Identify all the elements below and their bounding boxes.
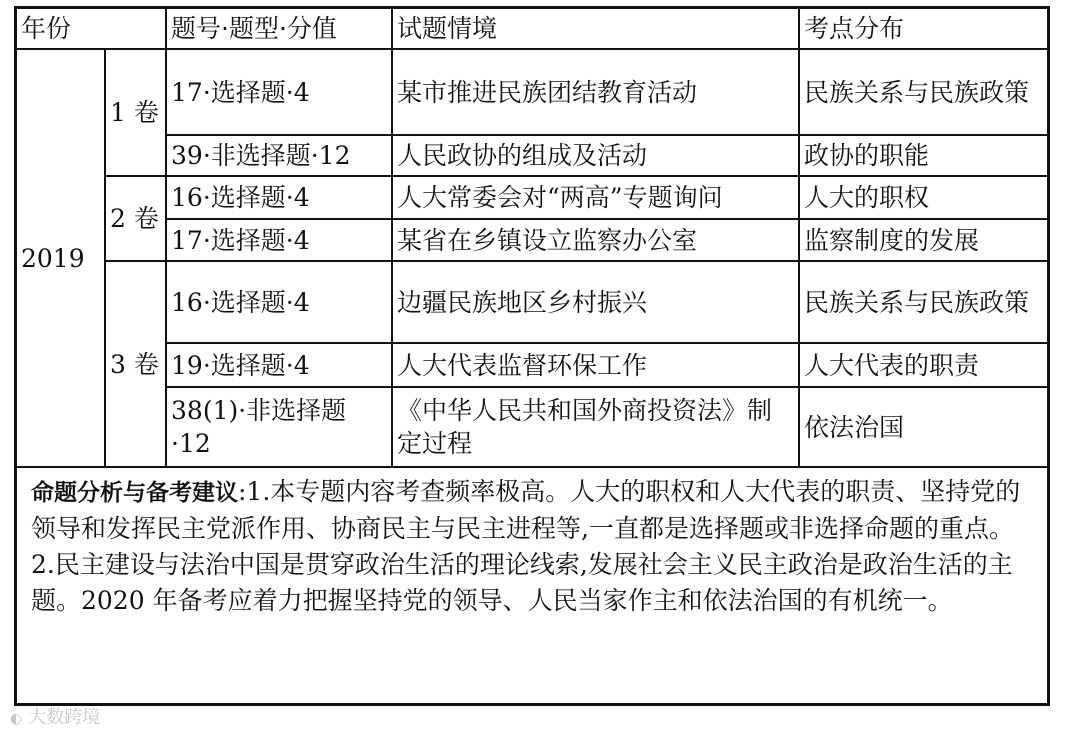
- table-row: [17, 176, 1047, 219]
- table-row: [17, 343, 1047, 387]
- topic-cell: 人大代表的职责: [799, 343, 1047, 387]
- watermark: [10, 703, 100, 729]
- analysis-label: 命题分析与备考建议: [31, 480, 238, 506]
- question-cell: 17·选择题·4: [166, 219, 392, 261]
- context-cell: 人大常委会对“两高”专题询问: [392, 176, 799, 219]
- table-row: [17, 387, 1047, 467]
- year-cell: 2019: [17, 49, 105, 467]
- question-cell: 19·选择题·4: [166, 343, 392, 387]
- context-cell: 《中华人民共和国外商投资法》制定过程: [392, 387, 799, 467]
- header-question: 题号·题型·分值: [166, 9, 392, 49]
- topic-cell: 依法治国: [799, 387, 1047, 467]
- paper-label: 2 卷: [105, 176, 166, 261]
- header-year: 年份: [17, 9, 166, 49]
- context-cell: 某省在乡镇设立监察办公室: [392, 219, 799, 261]
- table-row: [17, 261, 1047, 343]
- paper-label: 3 卷: [105, 261, 166, 467]
- header-context: 试题情境: [392, 9, 799, 49]
- table-row: [17, 219, 1047, 261]
- table-header-row: [17, 9, 1047, 49]
- exam-table: [17, 9, 1047, 468]
- analysis-block: [17, 468, 1047, 619]
- context-cell: 人大代表监督环保工作: [392, 343, 799, 387]
- topic-cell: 人大的职权: [799, 176, 1047, 219]
- question-cell: 16·选择题·4: [166, 176, 392, 219]
- question-cell: 38(1)·非选择题·12: [166, 387, 392, 467]
- topic-cell: 监察制度的发展: [799, 219, 1047, 261]
- topic-cell: 民族关系与民族政策: [799, 49, 1047, 135]
- context-cell: 人民政协的组成及活动: [392, 135, 799, 176]
- context-cell: 某市推进民族团结教育活动: [392, 49, 799, 135]
- analysis-paragraph-2: 2.民主建设与法治中国是贯穿政治生活的理论线索,发展社会主义民主政治是政治生活的主题。2020 年备考应着力把握坚持党的领导、人民当家作主和依法治国的有机统一。: [31, 550, 1013, 615]
- topic-cell: 政协的职能: [799, 135, 1047, 176]
- table-row: [17, 49, 1047, 135]
- question-cell: 39·非选择题·12: [166, 135, 392, 176]
- question-cell: 16·选择题·4: [166, 261, 392, 343]
- watermark-text: 大数跨境: [28, 707, 101, 728]
- context-cell: 边疆民族地区乡村振兴: [392, 261, 799, 343]
- header-topic: 考点分布: [799, 9, 1047, 49]
- table-row: [17, 135, 1047, 176]
- analysis-text-1: :1.本专题内容考查频率极高。人大的职权和人大代表的职责、坚持党的领导和发挥民主党派作用、协商民主与民主进程等,一直都是选择题或非选择命题的重点。: [31, 477, 1021, 543]
- document-page: [14, 6, 1050, 706]
- analysis-paragraph-1: [31, 474, 1033, 547]
- weibo-icon: ◐: [10, 711, 23, 727]
- question-cell: 17·选择题·4: [166, 49, 392, 135]
- paper-label: 1 卷: [105, 49, 166, 176]
- topic-cell: 民族关系与民族政策: [799, 261, 1047, 343]
